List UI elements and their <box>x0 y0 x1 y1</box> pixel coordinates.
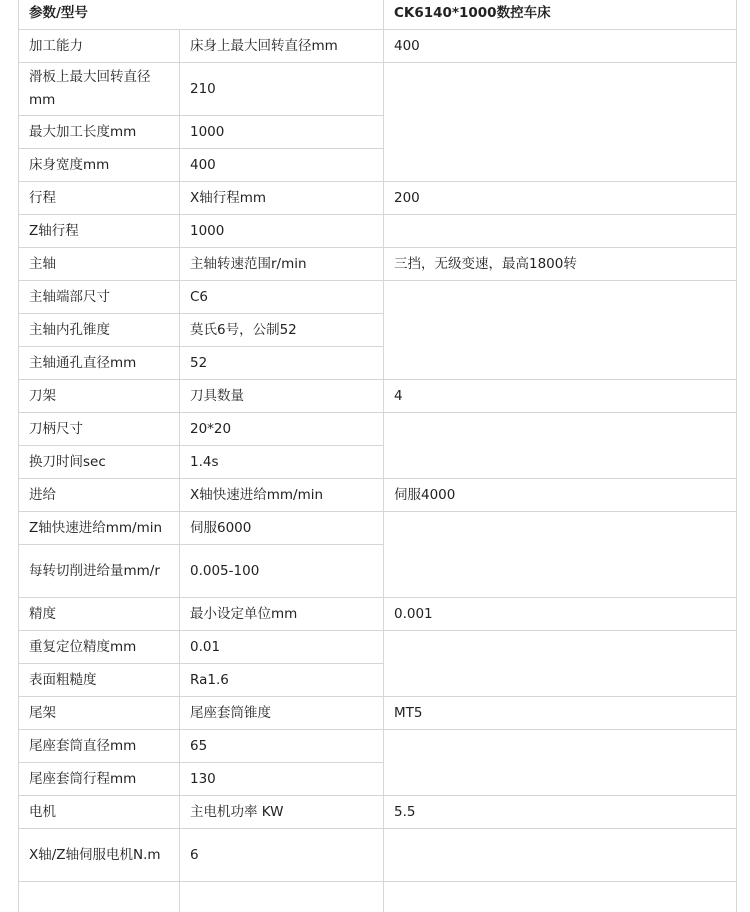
empty-cell <box>384 281 737 380</box>
table-row <box>19 829 737 882</box>
table-row <box>19 281 737 314</box>
spec-table <box>18 0 737 912</box>
empty-cell <box>180 882 384 912</box>
param-value: 400 <box>384 30 737 63</box>
param-item: Ra1.6 <box>180 664 384 697</box>
table-row <box>19 598 737 631</box>
header-label: 参数/型号 <box>19 0 384 30</box>
param-item: 20*20 <box>180 413 384 446</box>
param-item: 床身上最大回转直径mm <box>180 30 384 63</box>
param-name: 滑板上最大回转直径mm <box>19 63 180 116</box>
param-name: 换刀时间sec <box>19 446 180 479</box>
param-item: 400 <box>180 149 384 182</box>
param-name: 尾座套筒直径mm <box>19 730 180 763</box>
param-value: MT5 <box>384 697 737 730</box>
param-item: 主轴转速范围r/min <box>180 248 384 281</box>
empty-cell <box>384 730 737 796</box>
table-row <box>19 631 737 664</box>
param-name: 加工能力 <box>19 30 180 63</box>
param-value: 4 <box>384 380 737 413</box>
table-row <box>19 380 737 413</box>
param-item: X轴快速进给mm/min <box>180 479 384 512</box>
empty-cell <box>19 882 180 912</box>
param-item: X轴行程mm <box>180 182 384 215</box>
param-item: 伺服6000 <box>180 512 384 545</box>
param-item: 0.01 <box>180 631 384 664</box>
param-value: 200 <box>384 182 737 215</box>
param-name: 主轴 <box>19 248 180 281</box>
table-row <box>19 796 737 829</box>
table-row <box>19 413 737 446</box>
param-name: 主轴通孔直径mm <box>19 347 180 380</box>
empty-cell <box>384 63 737 182</box>
param-item: 0.005-100 <box>180 545 384 598</box>
param-name: 刀架 <box>19 380 180 413</box>
param-item: 1.4s <box>180 446 384 479</box>
param-item: 210 <box>180 63 384 116</box>
param-item: 刀具数量 <box>180 380 384 413</box>
table-row-cutoff <box>19 882 737 912</box>
table-row <box>19 30 737 63</box>
param-name: 床身宽度mm <box>19 149 180 182</box>
param-name: 进给 <box>19 479 180 512</box>
empty-cell <box>384 413 737 479</box>
table-row <box>19 182 737 215</box>
param-item: 尾座套筒锥度 <box>180 697 384 730</box>
param-name: X轴/Z轴伺服电机N.m <box>19 829 180 882</box>
param-item: 52 <box>180 347 384 380</box>
param-item: 65 <box>180 730 384 763</box>
param-value: 伺服4000 <box>384 479 737 512</box>
param-item: 主电机功率 KW <box>180 796 384 829</box>
empty-cell <box>384 631 737 697</box>
table-row <box>19 215 737 248</box>
header-model: CK6140*1000数控车床 <box>384 0 737 30</box>
param-name: 最大加工长度mm <box>19 116 180 149</box>
param-item: C6 <box>180 281 384 314</box>
param-name: 重复定位精度mm <box>19 631 180 664</box>
param-item: 6 <box>180 829 384 882</box>
table-row <box>19 248 737 281</box>
param-name: 电机 <box>19 796 180 829</box>
empty-cell <box>384 829 737 882</box>
param-value: 三挡，无级变速，最高1800转 <box>384 248 737 281</box>
param-name: 尾架 <box>19 697 180 730</box>
table-header-row <box>19 0 737 30</box>
table-row <box>19 512 737 545</box>
empty-cell <box>384 512 737 598</box>
param-name: 精度 <box>19 598 180 631</box>
param-name: 尾座套筒行程mm <box>19 763 180 796</box>
param-item: 1000 <box>180 116 384 149</box>
param-item: 1000 <box>180 215 384 248</box>
param-name: 表面粗糙度 <box>19 664 180 697</box>
table-row <box>19 697 737 730</box>
param-name: 每转切削进给量mm/r <box>19 545 180 598</box>
param-value: 5.5 <box>384 796 737 829</box>
param-name: Z轴快速进给mm/min <box>19 512 180 545</box>
param-item: 最小设定单位mm <box>180 598 384 631</box>
table-row <box>19 479 737 512</box>
param-item: 莫氏6号，公制52 <box>180 314 384 347</box>
empty-cell <box>384 882 737 912</box>
table-row <box>19 63 737 116</box>
param-name: Z轴行程 <box>19 215 180 248</box>
empty-cell <box>384 215 737 248</box>
param-name: 主轴端部尺寸 <box>19 281 180 314</box>
param-name: 行程 <box>19 182 180 215</box>
param-value: 0.001 <box>384 598 737 631</box>
table-row <box>19 730 737 763</box>
param-item: 130 <box>180 763 384 796</box>
param-name: 刀柄尺寸 <box>19 413 180 446</box>
param-name: 主轴内孔锥度 <box>19 314 180 347</box>
